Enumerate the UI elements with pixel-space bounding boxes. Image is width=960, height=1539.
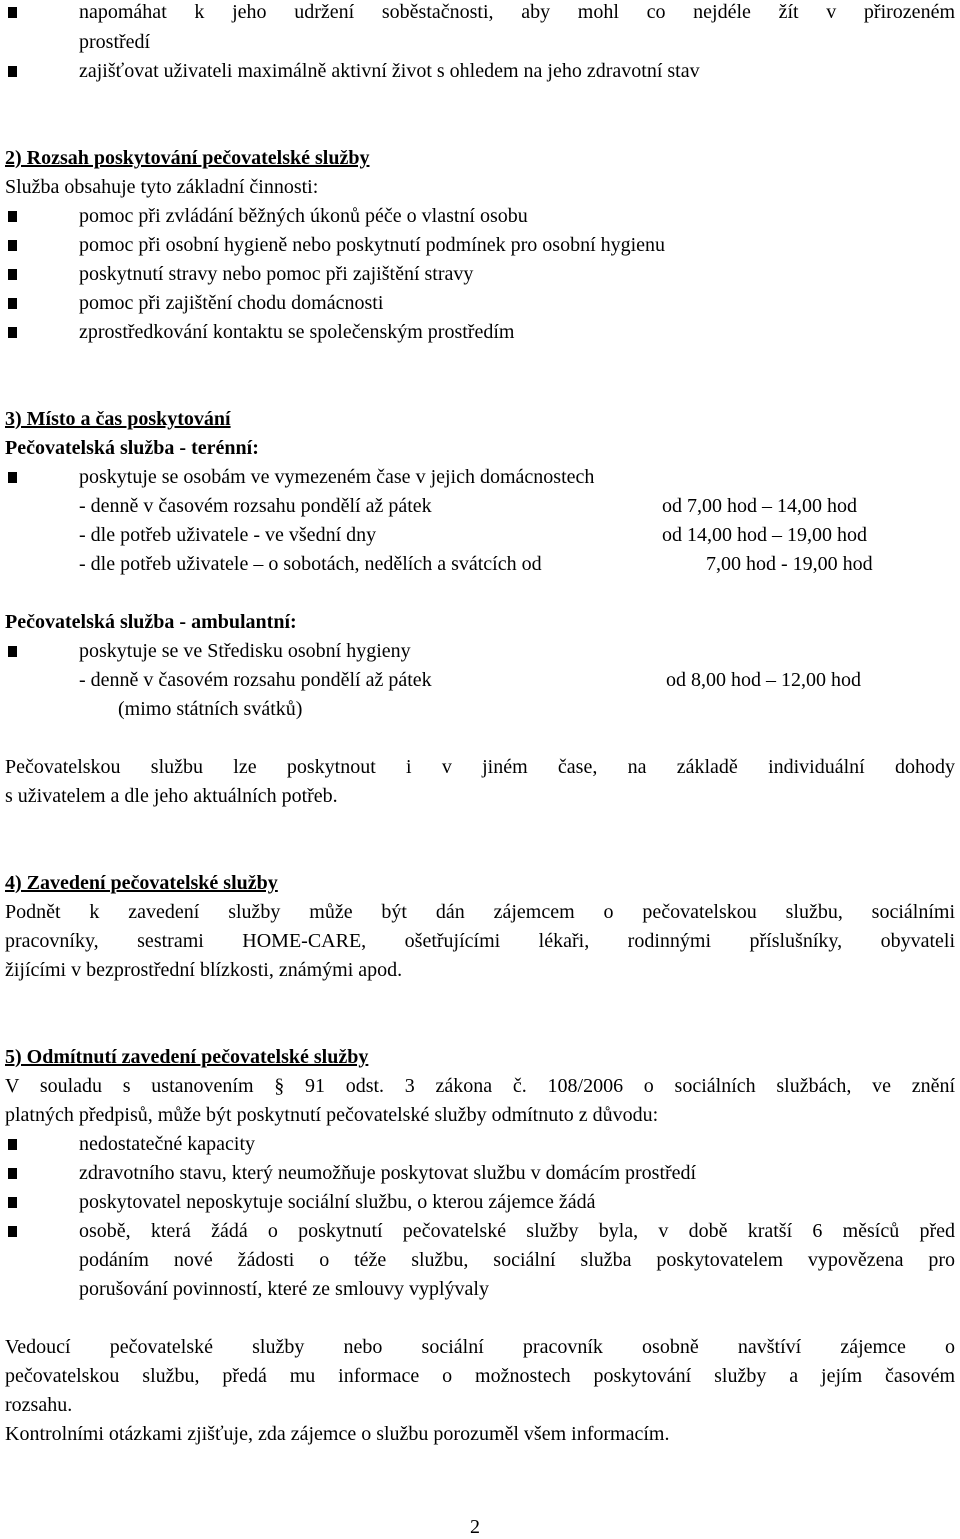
terenni-row-label: - dle potřeb uživatele - ve všední dny	[79, 524, 377, 546]
bullet-marker	[8, 7, 17, 18]
section-4-heading: 4) Zavedení pečovatelské služby	[5, 872, 278, 894]
section-5-paragraph-line: pečovatelskou službu, předá mu informace o možnostech poskytování služby a jejím časovém	[5, 1365, 955, 1387]
section-5-bullet-continuation: porušování povinností, které ze smlouvy vyplývaly	[79, 1278, 489, 1300]
intro-bullet-line: napomáhat k jeho udržení soběstačnosti, aby mohl co nejdéle žít v přirozeném	[79, 1, 955, 23]
section-5-bullet: poskytovatel neposkytuje sociální službu, o kterou zájemce žádá	[79, 1191, 596, 1213]
bullet-marker	[8, 472, 17, 483]
section-5-paragraph-line: Vedoucí pečovatelské služby nebo sociální pracovník osobně navštíví zájemce o	[5, 1336, 955, 1358]
page-number: 2	[470, 1516, 480, 1538]
section-2-bullet: pomoc při osobní hygieně nebo poskytnutí podmínek pro osobní hygienu	[79, 234, 666, 256]
terenni-title: Pečovatelská služba - terénní:	[5, 437, 259, 459]
section-2-lead: Služba obsahuje tyto základní činnosti:	[5, 176, 319, 198]
bullet-marker	[8, 211, 17, 222]
section-2-bullet: pomoc při zajištění chodu domácnosti	[79, 292, 384, 314]
section-2-heading: 2) Rozsah poskytování pečovatelské služby	[5, 147, 370, 169]
bullet-marker	[8, 1197, 17, 1208]
section-5-paragraph-line: rozsahu.	[5, 1394, 73, 1416]
bullet-marker	[8, 66, 17, 77]
bullet-marker	[8, 1139, 17, 1150]
ambulantni-row-label: - denně v časovém rozsahu pondělí až pátek	[79, 669, 432, 691]
section-5-bullet: nedostatečné kapacity	[79, 1133, 256, 1155]
section-2-bullet: zprostředkování kontaktu se společenským prostředím	[79, 321, 515, 343]
bullet-marker	[8, 240, 17, 251]
terenni-row-time: 7,00 hod - 19,00 hod	[706, 553, 873, 575]
bullet-marker	[8, 646, 17, 657]
section-3-paragraph-line: Pečovatelskou službu lze poskytnout i v jiném čase, na základě individuální dohody	[5, 756, 955, 778]
terenni-row-time: od 14,00 hod – 19,00 hod	[662, 524, 867, 546]
section-4-line: žijícími v bezprostřední blízkosti, známými apod.	[5, 959, 403, 981]
bullet-marker	[8, 298, 17, 309]
section-3-paragraph-line: s uživatelem a dle jeho aktuálních potřeb.	[5, 785, 338, 807]
section-5-heading: 5) Odmítnutí zavedení pečovatelské služby	[5, 1046, 369, 1068]
section-5-bullet: zdravotního stavu, který neumožňuje poskytovat službu v domácím prostředí	[79, 1162, 697, 1184]
ambulantni-note: (mimo státních svátků)	[118, 698, 303, 720]
section-5-line: platných předpisů, může být poskytnutí pečovatelské služby odmítnuto z důvodu:	[5, 1104, 659, 1126]
intro-bullet-line: zajišťovat uživateli maximálně aktivní život s ohledem na jeho zdravotní stav	[79, 60, 700, 82]
bullet-marker	[8, 269, 17, 280]
terenni-row-time: od 7,00 hod – 14,00 hod	[662, 495, 857, 517]
section-4-line: Podnět k zavedení služby může být dán zájemcem o pečovatelskou službu, sociálními	[5, 901, 955, 923]
section-5-last-line: Kontrolními otázkami zjišťuje, zda zájemce o službu porozuměl všem informacím.	[5, 1423, 670, 1445]
section-5-bullet-continuation: podáním nové žádosti o téže službu, sociální služba poskytovatelem vypovězena pro	[79, 1249, 955, 1271]
terenni-row-label: - dle potřeb uživatele – o sobotách, nedělích a svátcích od	[79, 553, 542, 575]
terenni-row-label: - denně v časovém rozsahu pondělí až pátek	[79, 495, 432, 517]
ambulantni-title: Pečovatelská služba - ambulantní:	[5, 611, 297, 633]
terenni-bullet: poskytuje se osobám ve vymezeném čase v jejich domácnostech	[79, 466, 595, 488]
section-2-bullet: poskytnutí stravy nebo pomoc při zajištění stravy	[79, 263, 474, 285]
section-4-line: pracovníky, sestrami HOME-CARE, ošetřujícími lékaři, rodinnými příslušníky, obyvateli	[5, 930, 955, 952]
bullet-marker	[8, 1168, 17, 1179]
section-5-line: V souladu s ustanovením § 91 odst. 3 zákona č. 108/2006 o sociálních službách, ve znění	[5, 1075, 955, 1097]
ambulantni-row-time: od 8,00 hod – 12,00 hod	[666, 669, 861, 691]
bullet-marker	[8, 1226, 17, 1237]
ambulantni-bullet: poskytuje se ve Středisku osobní hygieny	[79, 640, 411, 662]
section-3-heading: 3) Místo a čas poskytování	[5, 408, 231, 430]
intro-bullet-line: prostředí	[79, 31, 151, 53]
section-5-bullet: osobě, která žádá o poskytnutí pečovatelské služby byla, v době kratší 6 měsíců před	[79, 1220, 955, 1242]
section-2-bullet: pomoc při zvládání běžných úkonů péče o vlastní osobu	[79, 205, 528, 227]
bullet-marker	[8, 327, 17, 338]
